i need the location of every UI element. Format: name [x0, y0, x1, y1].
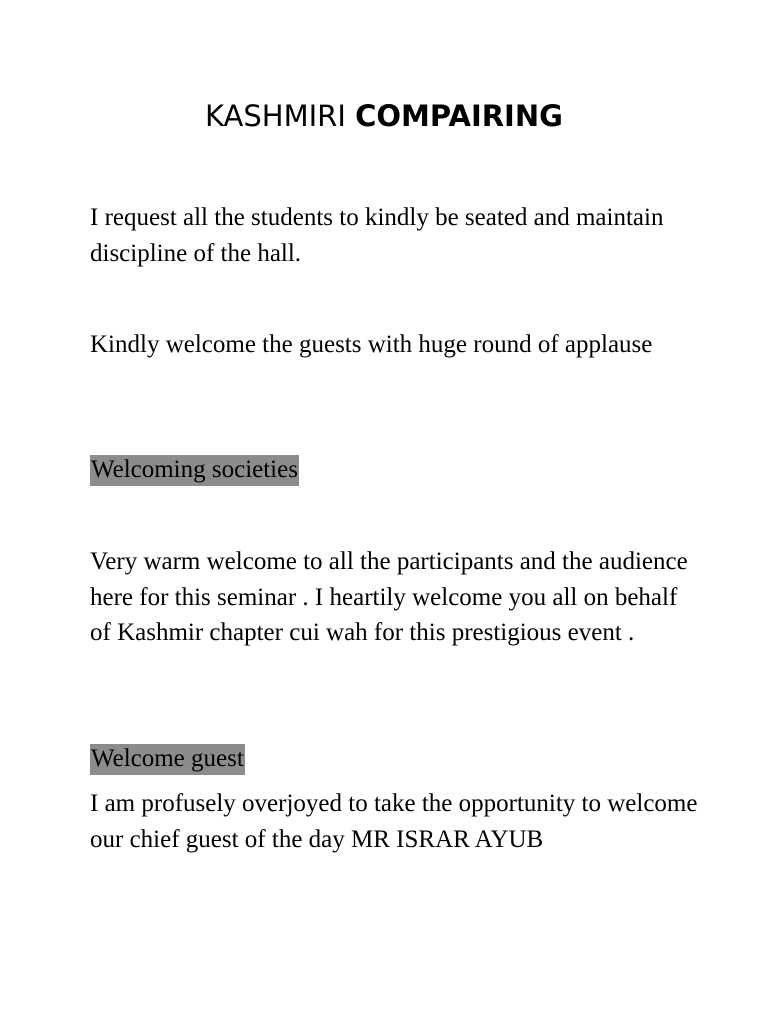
heading-welcome-guest-text: Welcome guest [90, 744, 245, 775]
title-part-compairing: COMPAIRING [355, 99, 563, 133]
paragraph-chief-guest: I am profusely overjoyed to take the opportunity to welcome our chief guest of the day MR ISRAR AYUB [90, 790, 698, 853]
title-part-kashmiri: KASHMIRI [205, 99, 346, 133]
document-title [0, 96, 768, 136]
paragraph-warm-welcome: Very warm welcome to all the participants and the audience here for this seminar . I heartily welcome you all on behalf of Kashmir chapter cui wah for this prestigious event . [90, 548, 688, 646]
heading-welcoming-societies-text: Welcoming societies [90, 455, 299, 486]
paragraph-welcome-guests: Kindly welcome the guests with huge round of applause [90, 331, 653, 358]
paragraph-seating-request: I request all the students to kindly be seated and maintain discipline of the hall. [90, 204, 664, 267]
heading-welcome-guest [90, 741, 245, 777]
heading-welcoming-societies [90, 452, 299, 488]
